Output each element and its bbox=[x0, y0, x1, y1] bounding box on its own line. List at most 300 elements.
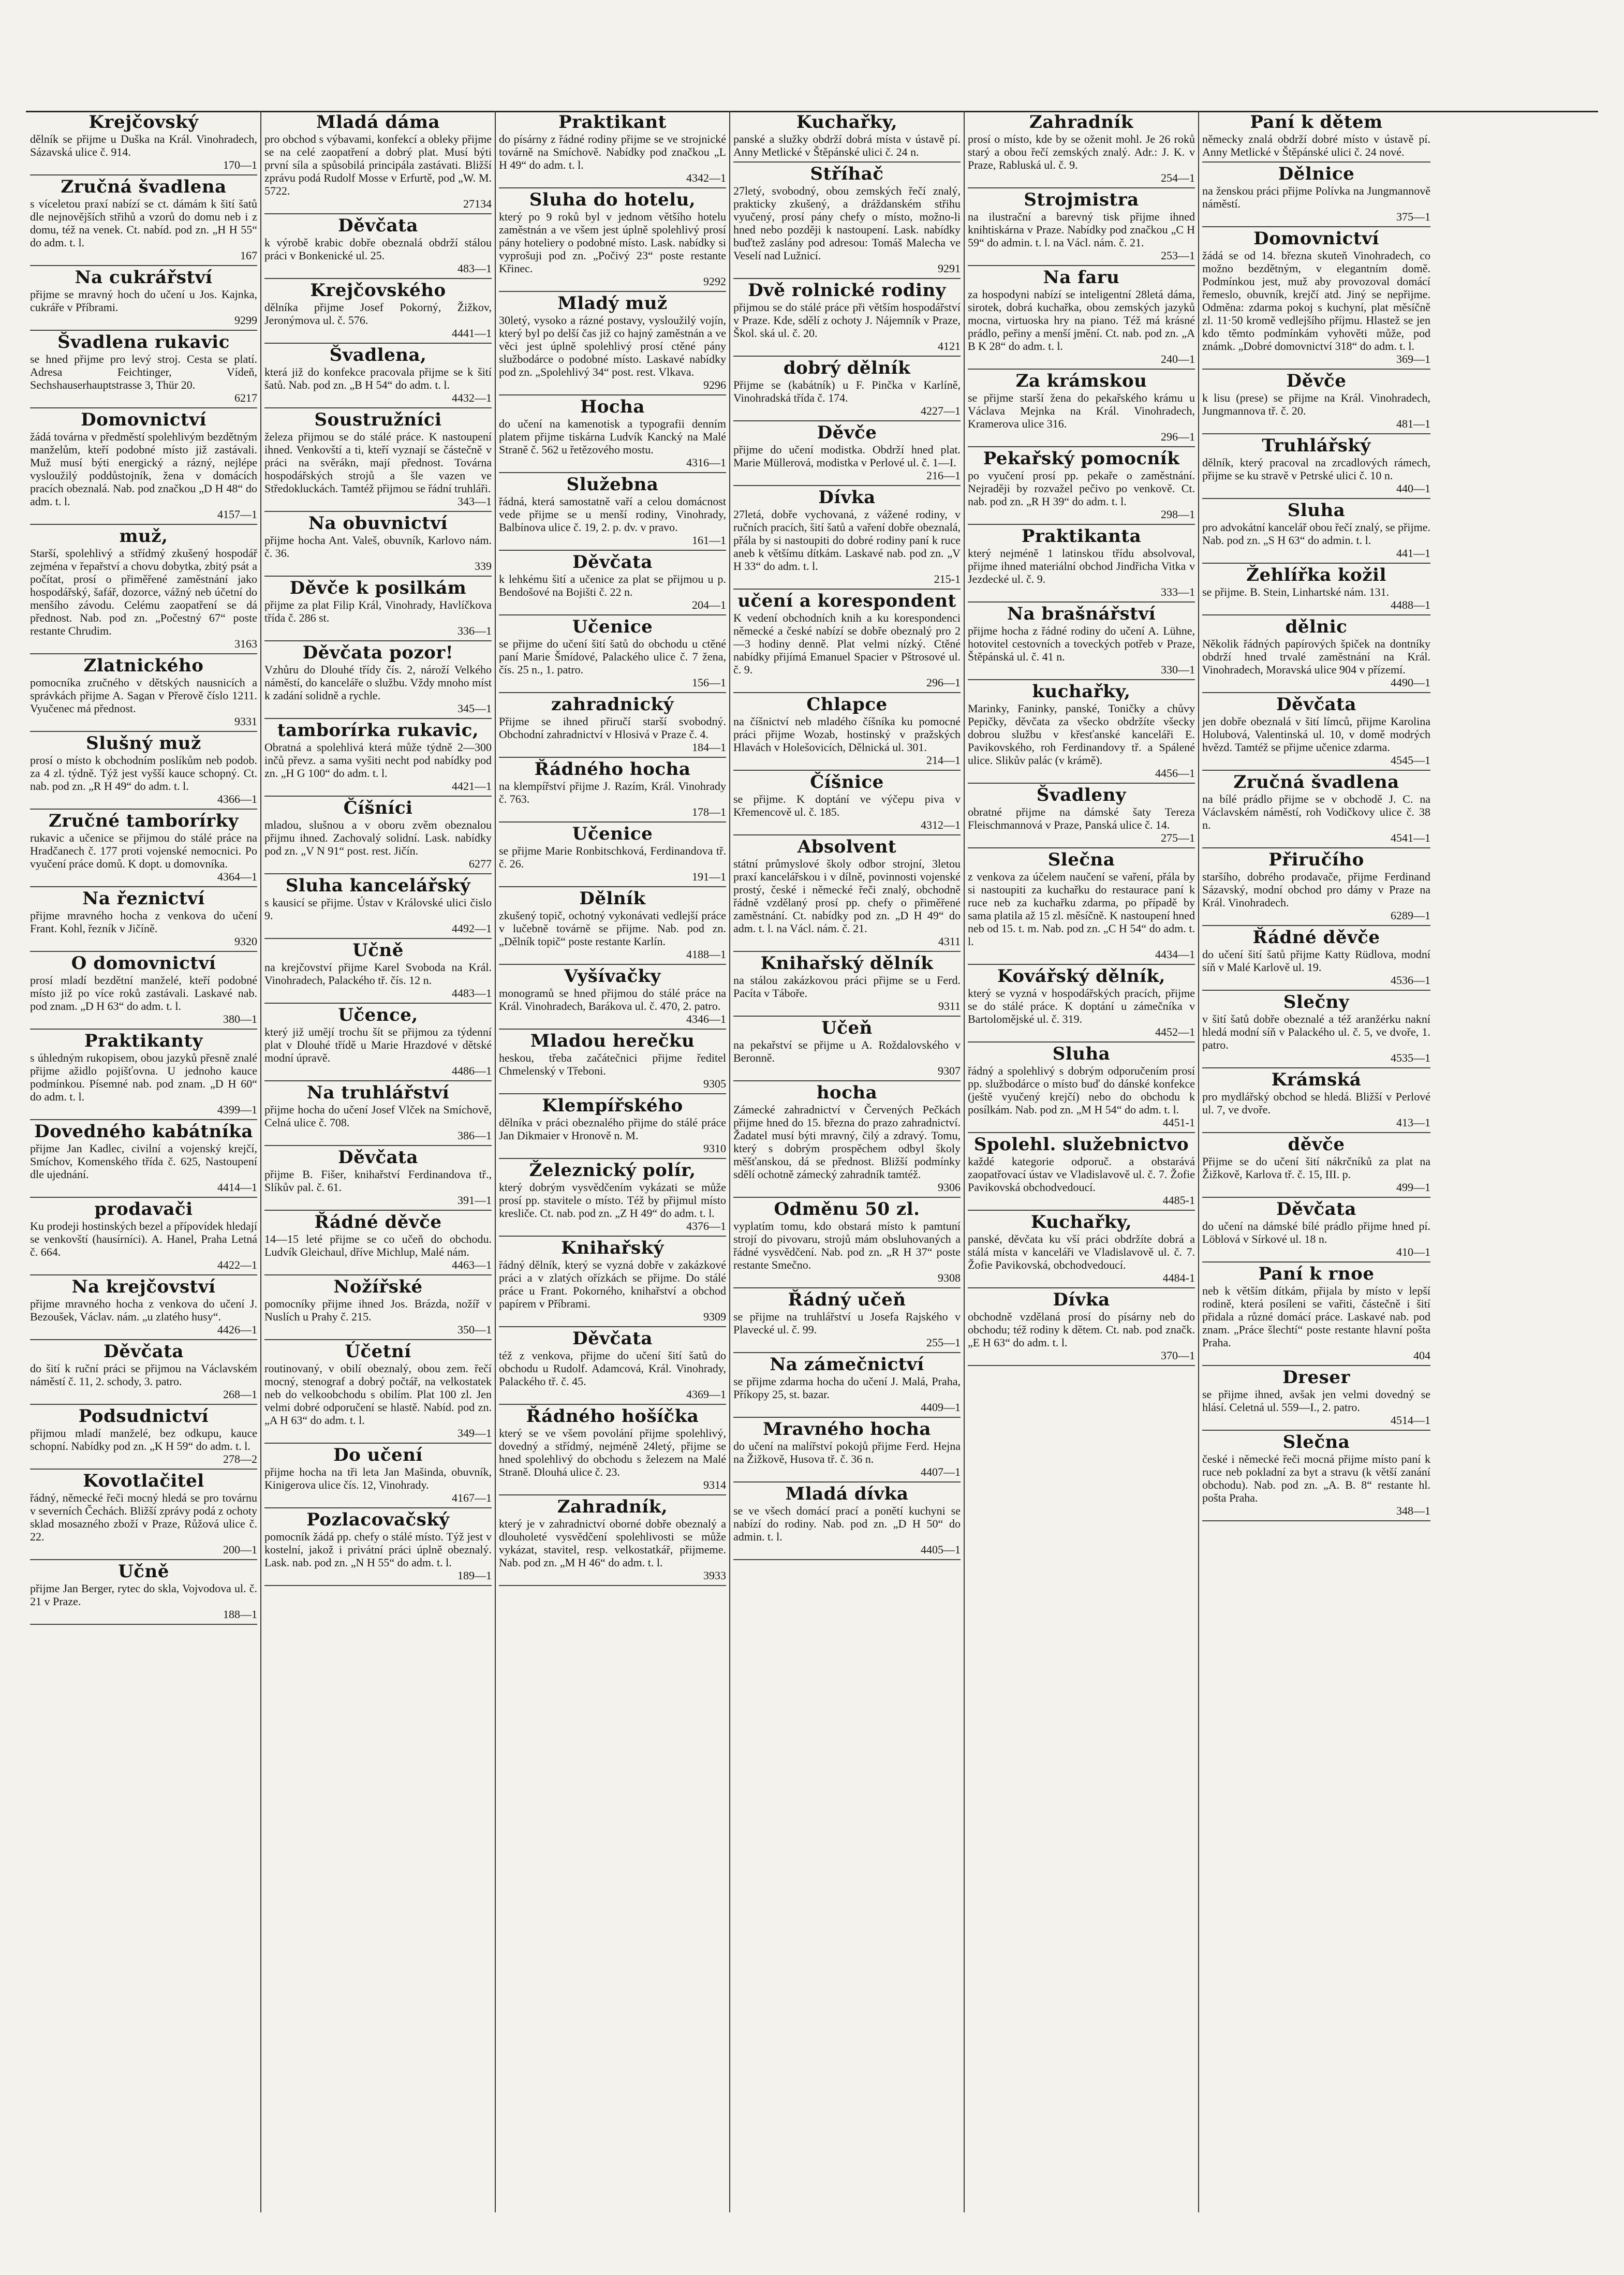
ad-heading: Zahradník, bbox=[557, 1496, 668, 1517]
ad-heading: Děvče bbox=[817, 422, 877, 443]
ad-heading: hocha bbox=[816, 1082, 878, 1103]
ad-heading: Na cukrářství bbox=[75, 267, 213, 288]
ad-number: 386—1 bbox=[457, 1129, 492, 1142]
ad-number: 4188—1 bbox=[686, 948, 726, 961]
classified-ad bbox=[733, 1198, 961, 1288]
ad-heading: Sluha do hotelu, bbox=[529, 189, 696, 210]
ad-body: přijme hocha Ant. Valeš, obuvník, Karlovo nám. č. 36. bbox=[264, 534, 492, 560]
ad-number: 298—1 bbox=[1161, 508, 1195, 521]
ad-number: 369—1 bbox=[1396, 353, 1430, 365]
ad-number: 4432—1 bbox=[452, 391, 492, 404]
ad-number: 4452—1 bbox=[1155, 1025, 1195, 1038]
ad-body: pomocníky přijme ihned Jos. Brázda, nožíř v Nuslích u Prahy č. 215. bbox=[264, 1297, 492, 1323]
classified-ad bbox=[968, 111, 1195, 188]
ad-heading: Kovotlačitel bbox=[83, 1471, 204, 1491]
ad-number: 4545—1 bbox=[1391, 754, 1430, 767]
ad-heading: Nožířské bbox=[333, 1276, 423, 1297]
ad-body: německy znalá obdrží dobré místo v ústavě pí. Anny Metlické v Štěpánské ulici č. 24 nové. bbox=[1202, 133, 1430, 158]
ad-body: Obratná a spolehlivá která může týdně 2—300 inčů převz. a sama vyšiti necht pod nabídky pod zn. „H G 100“ do adm. t. l. bbox=[264, 741, 492, 780]
classified-ad bbox=[30, 810, 257, 887]
ad-heading: Na zámečnictví bbox=[770, 1354, 924, 1375]
classified-ad bbox=[264, 344, 492, 408]
classified-ad bbox=[733, 1418, 961, 1483]
classified-ad bbox=[499, 188, 726, 292]
ad-body: přijme Jan Berger, rytec do skla, Vojvodova ul. č. 21 v Praze. bbox=[30, 1582, 257, 1608]
ad-heading: Dělník bbox=[579, 888, 646, 909]
classified-ad bbox=[733, 590, 961, 693]
ad-number: 413—1 bbox=[1396, 1116, 1430, 1129]
ad-body: Přijme se (kabátník) u F. Pinčka v Karlíně, Vinohradská třída č. 174. bbox=[733, 378, 961, 404]
ad-heading: Děvčata bbox=[572, 1328, 653, 1349]
ad-body: pro advokátní kancelář obou řečí znalý, se přijme. Nab. pod zn. „S H 63“ do admin. t. l. bbox=[1202, 521, 1430, 547]
ad-number: 9305 bbox=[703, 1077, 726, 1090]
classified-ad bbox=[1202, 1263, 1430, 1366]
ad-body: přijme mravného hocha z venkova do učení J. Bezoušek, Václav. nám. „u zlatého husy“. bbox=[30, 1297, 257, 1323]
ad-number: 275—1 bbox=[1161, 831, 1195, 844]
classified-ad bbox=[30, 887, 257, 952]
ad-number: 9331 bbox=[234, 715, 257, 728]
classified-ad bbox=[30, 331, 257, 408]
ad-heading: Paní k rnoe bbox=[1258, 1264, 1375, 1284]
ad-body: dělník se přijme u Duška na Král. Vinohradech, Sázavská ulice č. 914. bbox=[30, 133, 257, 158]
ad-number: 4451-1 bbox=[1162, 1116, 1195, 1129]
classified-ad bbox=[499, 473, 726, 551]
ad-heading: Praktikanta bbox=[1021, 526, 1142, 547]
ad-body: české i německé řeči mocná přijme místo paní k ruce neb pokladní za byt a stravu (k větší zanání obchodu). Nab. pod zn. „A. B. 8“ restante hl. pošta Praha. bbox=[1202, 1452, 1430, 1504]
ad-heading: Dreser bbox=[1282, 1367, 1350, 1388]
ad-number: 6289—1 bbox=[1391, 909, 1430, 922]
ad-number: 350—1 bbox=[457, 1323, 492, 1336]
ad-body: pomocníka zručného v dětských nausnicích a správkách přijme A. Sagan v Přerově číslo 1211. Vyučenec má přednost. bbox=[30, 676, 257, 715]
ad-heading: zahradnický bbox=[551, 694, 674, 715]
ad-heading: Slušný muž bbox=[86, 733, 201, 754]
ad-heading: Zručné tamborírky bbox=[48, 811, 239, 831]
ad-number: 191—1 bbox=[692, 870, 726, 883]
ad-heading: Krejčovský bbox=[88, 112, 199, 133]
ad-heading: Domovnictví bbox=[1253, 228, 1379, 249]
ad-heading: Učně bbox=[352, 940, 404, 961]
ad-body: přijme hocha z řádné rodiny do učení A. Lühne, hotovitel cestovních a toveckých potřeb v Praze, Štěpánská ul. č. 41 n. bbox=[968, 624, 1195, 663]
classified-ad bbox=[30, 732, 257, 810]
ad-body: mladou, slušnou a v oboru zvěm obeznalou přijmu ihned. Zachovalý solidní. Lask. nabídky pod zn. „V N 91“ post. rest. Jičín. bbox=[264, 818, 492, 857]
classified-ad bbox=[733, 486, 961, 590]
ad-heading: Děvčata bbox=[338, 215, 418, 236]
ad-heading: Učence, bbox=[338, 1005, 418, 1025]
classified-ad bbox=[264, 797, 492, 874]
ad-number: 481—1 bbox=[1396, 417, 1430, 430]
classified-ad bbox=[499, 551, 726, 615]
column-6 bbox=[1199, 111, 1434, 2212]
ad-number: 4227—1 bbox=[921, 404, 961, 417]
ad-heading: Přiručího bbox=[1268, 849, 1364, 870]
classified-ad bbox=[499, 1159, 726, 1237]
ad-number: 4484-1 bbox=[1162, 1271, 1195, 1284]
ad-heading: Mravného hocha bbox=[763, 1419, 931, 1440]
ad-number: 4434—1 bbox=[1155, 948, 1195, 961]
ad-heading: Vyšívačky bbox=[564, 966, 661, 987]
ad-number: 330—1 bbox=[1161, 663, 1195, 676]
column-1 bbox=[27, 111, 261, 2212]
ad-heading: prodavači bbox=[94, 1199, 193, 1220]
ad-number: 499—1 bbox=[1396, 1181, 1430, 1194]
ad-number: 440—1 bbox=[1396, 482, 1430, 495]
ad-number: 336—1 bbox=[457, 624, 492, 637]
ad-body: řádný, německé řeči mocný hledá se pro továrnu v severních Čechách. Bližší zprávy podá z ochoty sklad mosazného zboží v Praze, Růžová ulice č. 22. bbox=[30, 1491, 257, 1543]
ad-number: 27134 bbox=[463, 197, 492, 210]
ad-number: 4426—1 bbox=[217, 1323, 257, 1336]
ad-number: 4486—1 bbox=[452, 1064, 492, 1077]
classified-ad bbox=[30, 1120, 257, 1198]
classified-ad bbox=[733, 835, 961, 952]
ad-body: přijme hocha do učení Josef Vlček na Smíchově, Celná ulice č. 708. bbox=[264, 1103, 492, 1129]
ad-number: 333—1 bbox=[1161, 585, 1195, 598]
ad-body: Několik řádných papírových špiček na dontníky obdrží hned trvalé zaměstnání na Král. Vinohradech, Moravská ulice 904 v přízemí. bbox=[1202, 637, 1430, 676]
ad-body: se přijme. K doptání ve výčepu piva v Křemencově ul. č. 185. bbox=[733, 792, 961, 818]
classified-ad bbox=[264, 1275, 492, 1340]
ad-body: Starší, spolehlivý a střídmý zkušený hospodář zejména v řepařství a chovu dobytka, zbitý psát a počítat, prosí o přiměřené zaměstnání jako hospodářský, šafář, dozorce, vážný neb účetní do menšího závodu. Celému zaopatření se dá přednost. Nab. pod zn. „Počestný 67“ poste restante Chrudim. bbox=[30, 547, 257, 637]
ad-heading: Praktikant bbox=[558, 112, 667, 133]
ad-heading: Švadlena, bbox=[329, 345, 427, 365]
ad-number: 156—1 bbox=[692, 676, 726, 689]
ad-heading: Knihařský bbox=[561, 1238, 664, 1258]
ad-heading: dobrý dělník bbox=[783, 358, 911, 378]
ad-body: neb k větším dítkám, přijala by místo v lepší rodině, která posíleni se vařiti, částečně i šití přidala a různé domácí práce. Laskavé nab. pod znam. „Práce šlechtí“ poste restante hlavní pošta Praha. bbox=[1202, 1284, 1430, 1349]
ad-number: 268—1 bbox=[223, 1388, 257, 1401]
ad-body: řádná, která samostatně vaří a celou domácnost vede přijme se u menší rodiny, Vinohrady, Balbínova ulice č. 19, 2. p. dv. v pravo. bbox=[499, 495, 726, 534]
ad-heading: Učeň bbox=[821, 1018, 873, 1038]
ad-number: 4167—1 bbox=[452, 1491, 492, 1504]
ad-heading: Zručná švadlena bbox=[61, 177, 227, 197]
ad-body: který je v zahradnictví oborné dobře obeznalý a dlouholeté vysvědčení spolehlivosti se může vykázat, stavitel, resp. velkostatkář, přijmeme. Nab. pod zn. „M H 46“ do adm. t. l. bbox=[499, 1517, 726, 1569]
classified-ad bbox=[968, 784, 1195, 848]
classified-ad bbox=[733, 1353, 961, 1418]
ad-body: který se vyzná v hospodářských pracích, přijme se do stálé práce. K doptání u zámečníka v Bartolomějské ul. č. 319. bbox=[968, 987, 1195, 1025]
ad-number: 410—1 bbox=[1396, 1245, 1430, 1258]
ad-body: též z venkova, přijme do učení šití šatů do obchodu u Rudolf. Adamcová, Král. Vinohrady, Palackého tř. č. 45. bbox=[499, 1349, 726, 1388]
classified-ad bbox=[733, 1017, 961, 1081]
classified-ad bbox=[1202, 499, 1430, 564]
ad-number: 215-1 bbox=[934, 573, 961, 585]
ad-heading: Na obuvnictví bbox=[308, 513, 448, 534]
ad-number: 9296 bbox=[703, 378, 726, 391]
ad-number: 6277 bbox=[469, 857, 492, 870]
classified-ad bbox=[30, 1405, 257, 1470]
ad-heading: Děvčata bbox=[1276, 694, 1356, 715]
ad-body: K vedení obchodních knih a ku korespondenci německé a české nabízí se dobře obeznalý pro 2—3 hodiny denně. Plat velmi nízký. Ctěné nabídky přijímá Emanuel Spacier v Pštrosové ul. č. 9. bbox=[733, 611, 961, 676]
classified-ad bbox=[1202, 1366, 1430, 1431]
ad-body: přijme hocha na tři leta Jan Mašinda, obuvník, Kinigerova ulice čís. 12, Vinohrady. bbox=[264, 1465, 492, 1491]
ad-body: přijme Jan Kadlec, civilní a vojenský krejčí, Smíchov, Komenského třída č. 625, Nastoupení dle ujednání. bbox=[30, 1142, 257, 1181]
ad-number: 9310 bbox=[703, 1142, 726, 1155]
ad-body: na klempířství přijme J. Razím, Král. Vinohrady č. 763. bbox=[499, 780, 726, 805]
ad-number: 4121 bbox=[938, 340, 961, 353]
ad-body: která již do konfekce pracovala přijme se k šití šatů. Nab. pod zn. „B H 54“ do adm. t. l. bbox=[264, 365, 492, 391]
ad-number: 4456—1 bbox=[1155, 767, 1195, 780]
ad-heading: Podsudnictví bbox=[78, 1406, 209, 1427]
ad-heading: Na brašnářství bbox=[1007, 604, 1156, 624]
ad-number: 4414—1 bbox=[217, 1181, 257, 1194]
ad-heading: Krámská bbox=[1271, 1069, 1362, 1090]
classified-ad bbox=[30, 1030, 257, 1120]
ad-body: vyplatím tomu, kdo obstará místo k pamtuní strojí do pivovaru, strojů mám obsluhovaných a řádné vysvědčení. Nab. pod zn. „R H 37“ poste restante Smečno. bbox=[733, 1220, 961, 1271]
ad-body: do šití k ruční práci se přijmou na Václavském náměstí č. 11, 2. schody, 3. patro. bbox=[30, 1362, 257, 1388]
classified-ad bbox=[264, 939, 492, 1004]
ad-number: 4535—1 bbox=[1391, 1051, 1430, 1064]
classified-ad bbox=[968, 525, 1195, 603]
classified-ad bbox=[30, 1198, 257, 1275]
classified-ad bbox=[264, 577, 492, 641]
classified-ad bbox=[499, 823, 726, 887]
ad-body: 27letý, svobodný, obou zemských řečí znalý, prakticky zkušený, a dráždanském střihu vyučený, prosí pány chefy o místo, možno-li hned nebo později k nastoupení. Lask. nabídky buďtež zaslány pod adresou: Tomáš Malecha ve Veselí nad Lužnicí. bbox=[733, 184, 961, 262]
ad-heading: Za krámskou bbox=[1015, 371, 1147, 391]
classified-ad bbox=[264, 1508, 492, 1586]
ad-number: 214—1 bbox=[926, 754, 961, 767]
ad-body: se přijme starší žena do pekařského krámu u Václava Mejnka na Král. Vinohradech, Kramerova ulice 316. bbox=[968, 391, 1195, 430]
ad-body: do písárny z řádné rodiny přijme se ve strojnické továrně na Smíchově. Nabídky pod značkou „L H 49“ do adm. t. l. bbox=[499, 133, 726, 171]
classified-ad bbox=[1202, 991, 1430, 1068]
ad-body: se přijme Marie Ronbitschková, Ferdinandova tř. č. 26. bbox=[499, 844, 726, 870]
ad-heading: kuchařky, bbox=[1032, 681, 1131, 702]
classified-ad bbox=[968, 680, 1195, 784]
ad-number: 167 bbox=[240, 249, 257, 262]
classified-ad bbox=[733, 357, 961, 421]
ad-heading: Chlapce bbox=[806, 694, 888, 715]
ad-number: 4407—1 bbox=[921, 1465, 961, 1478]
classified-ad bbox=[30, 525, 257, 654]
ad-heading: Slečna bbox=[1047, 849, 1115, 870]
ad-heading: Slečny bbox=[1283, 992, 1350, 1012]
classified-ad bbox=[733, 421, 961, 486]
ad-body: železa přijmou se do stálé práce. K nastoupení ihned. Venkovští a ti, kteří vyznají se částečně v práci na svěrákn, mají přednost. Továrna hospodářských strojů a šle vazen ve Středokluckách. Tamtéž přijmou se řádní truhláři. bbox=[264, 430, 492, 495]
column-5 bbox=[965, 111, 1199, 2212]
ad-heading: Absolvent bbox=[797, 836, 897, 857]
ad-number: 9306 bbox=[938, 1181, 961, 1194]
classified-ad bbox=[264, 214, 492, 279]
ad-body: 14—15 leté přijme se co učeň do obchodu. Ludvík Gleichaul, dříve Michlup, Malé nám. bbox=[264, 1232, 492, 1258]
classified-ad bbox=[968, 1043, 1195, 1133]
ad-body: prosí o místo k obchodním poslíkům neb podob. za 4 zl. týdně. Týž jest vyšší kauce schopný. Ct. nab. pod zn. „R H 49“ do adm. t. l. bbox=[30, 754, 257, 792]
classified-ad bbox=[1202, 615, 1430, 693]
ad-heading: Žehlířka kožil bbox=[1246, 565, 1386, 585]
ad-number: 296—1 bbox=[1161, 430, 1195, 443]
ad-number: 200—1 bbox=[223, 1543, 257, 1556]
ad-body: pro obchod s výbavami, konfekcí a obleky přijme se na celé zaopatření a dobrý plat. Musí býti první síla a spůsobilá principála zastávati. Bližší zprávu podá Rudolf Mosse v Erfurtě, pod „W. M. 5722. bbox=[264, 133, 492, 197]
ad-number: 178—1 bbox=[692, 805, 726, 818]
ad-number: 253—1 bbox=[1161, 249, 1195, 262]
column-2 bbox=[261, 111, 496, 2212]
ad-heading: Klempířského bbox=[542, 1095, 683, 1116]
classified-ad bbox=[264, 1444, 492, 1508]
ad-heading: Krejčovského bbox=[310, 280, 446, 301]
ad-body: žádá se od 14. března skuteň Vinohradech, co možno bezdětným, v elegantním domě. Podmínkou jest, muž aby provozoval domácí řemeslo, obuvník, krejčí atd. Jiný se nepřijme. Odměna: zdarma pokoj s kuchyní, plat měsíčně zl. 11·50 kromě vedlejšího příjmu. Hlastež se jen kdo těmto podmínkám vyhověti může, pod známk. „Dobré domovnictví 318“ do adm. t. l. bbox=[1202, 249, 1430, 353]
ad-body: který nejméně 1 latinskou třídu absolvoval, přijme ihned materiální obchod Jindřicha Vitka v Jezdecké ul. č. 9. bbox=[968, 547, 1195, 585]
ad-number: 4405—1 bbox=[921, 1543, 961, 1556]
classified-ad bbox=[1202, 848, 1430, 926]
ad-number: 4536—1 bbox=[1391, 974, 1430, 987]
ad-body: se ve všech domácí prací a ponětí kuchyni se nabízí do rodiny. Nab. pod zn. „D H 50“ do admin. t. l. bbox=[733, 1504, 961, 1543]
ad-number: 216—1 bbox=[926, 469, 961, 482]
ad-body: žádá továrna v předměstí spolehlivým bezdětným manželům, kteří podobné místo již zastávali. Muž musí býti energický a rázný, nejlépe vysloužilý poddůstojník, žena v domácích pracích obeznalá. Nab. pod značkou „D H 48“ do adm. t. l. bbox=[30, 430, 257, 508]
ad-number: 4316—1 bbox=[686, 456, 726, 469]
ad-body: na ilustrační a barevný tisk přijme ihned knihtiskárna v Praze. Nabídky pod značkou „C H 59“ do admin. t. l. na Václ. nám. č. 21. bbox=[968, 210, 1195, 249]
ad-heading: Sluha kancelářský bbox=[285, 875, 471, 896]
classified-ad bbox=[968, 266, 1195, 370]
classified-ad bbox=[30, 1560, 257, 1625]
classified-ad bbox=[499, 395, 726, 473]
ad-body: do učení na dámské bílé prádlo přijme hned pí. Löblová v Sírkové ul. 18 n. bbox=[1202, 1220, 1430, 1245]
ad-number: 441—1 bbox=[1396, 547, 1430, 560]
ad-heading: Kuchařky, bbox=[796, 112, 898, 133]
ad-body: pomocník žádá pp. chefy o stálé místo. Týž jest v kostelní, jakož i privátní práci úplně obeznalý. Lask. nab. pod zn. „N H 55“ do adm. t. l. bbox=[264, 1530, 492, 1569]
classified-ad bbox=[264, 1211, 492, 1275]
ad-heading: Na truhlářství bbox=[306, 1082, 450, 1103]
ad-heading: Pozlacovačský bbox=[306, 1509, 450, 1530]
ad-body: panské a služky obdrží dobrá místa v ústavě pí. Anny Metlické v Štěpánské ulici č. 24 n. bbox=[733, 133, 961, 158]
ad-body: na číšnictví neb mladého číšníka ku pomocné práci přijme Wozab, hostinský v pražských Hlavách v Holešovicích, Dělnická ul. 301. bbox=[733, 715, 961, 754]
ad-number: 4492—1 bbox=[452, 922, 492, 935]
ad-body: na krejčovství přijme Karel Svoboda na Král. Vinohradech, Palackého tř. čís. 12 n. bbox=[264, 961, 492, 987]
classified-ad bbox=[733, 693, 961, 771]
ad-heading: O domovnictví bbox=[71, 953, 216, 974]
classified-ad bbox=[264, 719, 492, 797]
classified-ad bbox=[968, 447, 1195, 525]
classified-ad bbox=[499, 1405, 726, 1495]
column-4 bbox=[730, 111, 965, 2212]
ad-heading: Řádného hošíčka bbox=[526, 1406, 699, 1427]
classified-ad bbox=[733, 1288, 961, 1353]
ad-number: 255—1 bbox=[926, 1336, 961, 1349]
ad-heading: Děvče bbox=[1286, 371, 1347, 391]
classified-ad bbox=[264, 874, 492, 939]
ad-body: do učení šití šatů přijme Katty Rüdlova, modní síň v Malé Karlově ul. 19. bbox=[1202, 948, 1430, 974]
ad-body: přijme za plat Filip Král, Vinohrady, Havlíčkova třída č. 286 st. bbox=[264, 598, 492, 624]
ad-body: přijme do učení modistka. Obdrží hned plat. Marie Müllerová, modistka v Perlové ul. č. 1—I. bbox=[733, 443, 961, 469]
ad-heading: Učenice bbox=[572, 617, 653, 637]
classified-ad bbox=[499, 1094, 726, 1159]
ad-body: s úhledným rukopisem, obou jazyků přesně znalé přijme ažidlo pojišťovna. U jednoho kauce podmínkou. Písemné nab. pod znam. „D H 60“ do adm. t. l. bbox=[30, 1051, 257, 1103]
ad-number: 339 bbox=[475, 560, 492, 573]
ad-number: 3163 bbox=[234, 637, 257, 650]
ad-heading: Spolehl. služebnictvo bbox=[973, 1134, 1189, 1155]
ad-heading: Mladá dívka bbox=[785, 1484, 909, 1504]
ad-body: přijme se mravný hoch do učení u Jos. Kajnka, cukráře v Příbrami. bbox=[30, 288, 257, 314]
ad-number: 404 bbox=[1413, 1349, 1430, 1362]
classified-ad bbox=[1202, 1431, 1430, 1521]
ad-body: 30letý, vysoko a rázné postavy, vysloužilý vojín, který byl po delší čas již co hajný zaměstnán a ve věci jest úplně spolehlivý prosí ctěné pány službodárce o podobné místo. Laskavé nabídky pod zn. „Spolehlivý 34“ post. rest. Vlkava. bbox=[499, 314, 726, 378]
classified-ad bbox=[1202, 564, 1430, 615]
ad-number: 278—2 bbox=[223, 1452, 257, 1465]
ad-body: k výrobě krabic dobře obeznalá obdrží stálou práci v Bonkenické ul. 25. bbox=[264, 236, 492, 262]
classified-ad bbox=[733, 771, 961, 835]
ad-heading: Učně bbox=[118, 1561, 169, 1582]
classified-ad bbox=[30, 654, 257, 732]
classified-ad bbox=[264, 1004, 492, 1081]
ad-body: se přijme do učení šití šatů do obchodu u ctěné paní Marie Šmídové, Palackého ulice č. 7 žena, čís. 25 n., 1. patro. bbox=[499, 637, 726, 676]
ad-number: 4311 bbox=[938, 935, 961, 948]
ad-body: v šití šatů dobře obeznalé a též aranžérku nakní hledá modní síň v Palackého ul. č. 5, ve dvoře, 1. patro. bbox=[1202, 1012, 1430, 1051]
classified-ad bbox=[968, 188, 1195, 266]
classified-ad bbox=[30, 111, 257, 175]
classified-ad bbox=[733, 952, 961, 1017]
ad-body: přijme mravného hocha z venkova do učení Frant. Kohl, řezník v Jičíně. bbox=[30, 909, 257, 935]
ad-body: Přijme se do učení šití nákrčníků za plat na Žižkově, Karlova tř. č. 15, III. p. bbox=[1202, 1155, 1430, 1181]
ad-number: 9292 bbox=[703, 275, 726, 288]
ad-number: 184—1 bbox=[692, 741, 726, 754]
ad-number: 9320 bbox=[234, 935, 257, 948]
classified-ad bbox=[499, 693, 726, 758]
ad-number: 189—1 bbox=[457, 1569, 492, 1582]
ad-heading: Účetní bbox=[345, 1341, 411, 1362]
ad-number: 4421—1 bbox=[452, 780, 492, 792]
classified-ad bbox=[499, 887, 726, 965]
ad-body: za hospodyni nabízí se inteligentní 28letá dáma, sirotek, dobrá kuchařka, obou zemských jazyků mocna, virtuoska hry na piano. Též má krásné prádlo, peřiny a menší jmění. Ct. nab. pod zn. „A B K 28“ do adm. t. l. bbox=[968, 288, 1195, 353]
ad-number: 240—1 bbox=[1161, 353, 1195, 365]
ad-number: 9307 bbox=[938, 1064, 961, 1077]
ad-heading: Mladou herečku bbox=[530, 1031, 695, 1051]
ad-number: 188—1 bbox=[223, 1608, 257, 1621]
ad-body: přijme B. Fišer, knihařství Ferdinandova tř., Slíkův pal. č. 61. bbox=[264, 1168, 492, 1194]
classified-ad bbox=[1202, 434, 1430, 499]
ad-heading: Kovářský dělník, bbox=[997, 966, 1165, 987]
ad-number: 345—1 bbox=[457, 702, 492, 715]
ad-body: obchodně vzdělaná prosí do písárny neb do obchodu; též rodiny k dětem. Ct. nab. pod značk. „E H 63“ do adm. t. l. bbox=[968, 1310, 1195, 1349]
ad-heading: Dívka bbox=[1053, 1289, 1110, 1310]
ad-heading: Na krejčovství bbox=[71, 1276, 216, 1297]
ad-heading: Domovnictví bbox=[81, 409, 206, 430]
ad-number: 4366—1 bbox=[217, 792, 257, 805]
ad-number: 254—1 bbox=[1161, 171, 1195, 184]
ad-number: 170—1 bbox=[223, 158, 257, 171]
ad-heading: Odměnu 50 zl. bbox=[774, 1199, 920, 1220]
ad-number: 4364—1 bbox=[217, 870, 257, 883]
classified-ad bbox=[733, 1483, 961, 1560]
ad-number: 4409—1 bbox=[921, 1401, 961, 1414]
classified-ad bbox=[30, 1340, 257, 1405]
ad-body: na stálou zakázkovou práci přijme se u Ferd. Pacíta v Táboře. bbox=[733, 974, 961, 1000]
classified-ad bbox=[30, 952, 257, 1030]
ad-heading: muž, bbox=[119, 526, 168, 547]
ad-body: který již umějí trochu šít se přijmou za týdenní plat v Dlouhé třídě u Marie Hrazdové v dětské modní úpravě. bbox=[264, 1025, 492, 1064]
classified-ad bbox=[968, 848, 1195, 965]
ad-heading: Na řeznictví bbox=[82, 888, 205, 909]
ad-heading: Dvě rolnické rodiny bbox=[748, 280, 946, 301]
ad-heading: Číšníci bbox=[343, 798, 413, 818]
ad-body: obratné přijme na dámské šaty Tereza Fleischmannová v Praze, Panská ulice č. 14. bbox=[968, 805, 1195, 831]
ad-number: 4441—1 bbox=[452, 327, 492, 340]
ad-number: 204—1 bbox=[692, 598, 726, 611]
classified-ad bbox=[733, 163, 961, 279]
ad-body: na bílé prádlo přijme se v obchodě J. C. na Václavském náměstí, roh Vodičkovy ulice č. 38 n. bbox=[1202, 792, 1430, 831]
ad-body: který dobrým vysvědčením vykázati se může prosí pp. stavitele o místo. Též by přijmul místo kresliče. Ct. nab. pod zn. „Z H 49“ do adm. t. l. bbox=[499, 1181, 726, 1220]
classified-ad bbox=[1202, 111, 1430, 163]
ad-number: 375—1 bbox=[1396, 210, 1430, 223]
ad-number: 4376—1 bbox=[686, 1220, 726, 1232]
ad-body: který po 9 roků byl v jednom většího hotelu zaměstnán a ve všem jest úplně spolehlivý prosí pány hoteliery o podobné místo. Lask. nabídky si vyprošuji pod zn. „Počivý 23“ poste restante Křinec. bbox=[499, 210, 726, 275]
classified-ad bbox=[499, 615, 726, 693]
ad-number: 348—1 bbox=[1396, 1504, 1430, 1517]
ad-body: pro mydlářský obchod se hledá. Bližší v Perlové ul. 7, ve dvoře. bbox=[1202, 1090, 1430, 1116]
ad-heading: Sluha bbox=[1287, 500, 1346, 521]
ad-body: Vzhůru do Dlouhé třídy čís. 2, nároží Velkého náměstí, do kanceláře o službu. Vždy mnoho míst k zadání solidně a rychle. bbox=[264, 663, 492, 702]
ad-body: staršího, dobrého prodavače, přijme Ferdinand Sázavský, modní obchod pro dámy v Praze na Král. Vinohradech. bbox=[1202, 870, 1430, 909]
ad-number: 9291 bbox=[938, 262, 961, 275]
ad-heading: Soustružníci bbox=[314, 409, 442, 430]
classified-ad bbox=[968, 370, 1195, 447]
ad-heading: Dovedného kabátníka bbox=[34, 1121, 253, 1142]
ad-number: 4369—1 bbox=[686, 1388, 726, 1401]
ad-number: 4312—1 bbox=[921, 818, 961, 831]
classified-ad bbox=[1202, 771, 1430, 848]
